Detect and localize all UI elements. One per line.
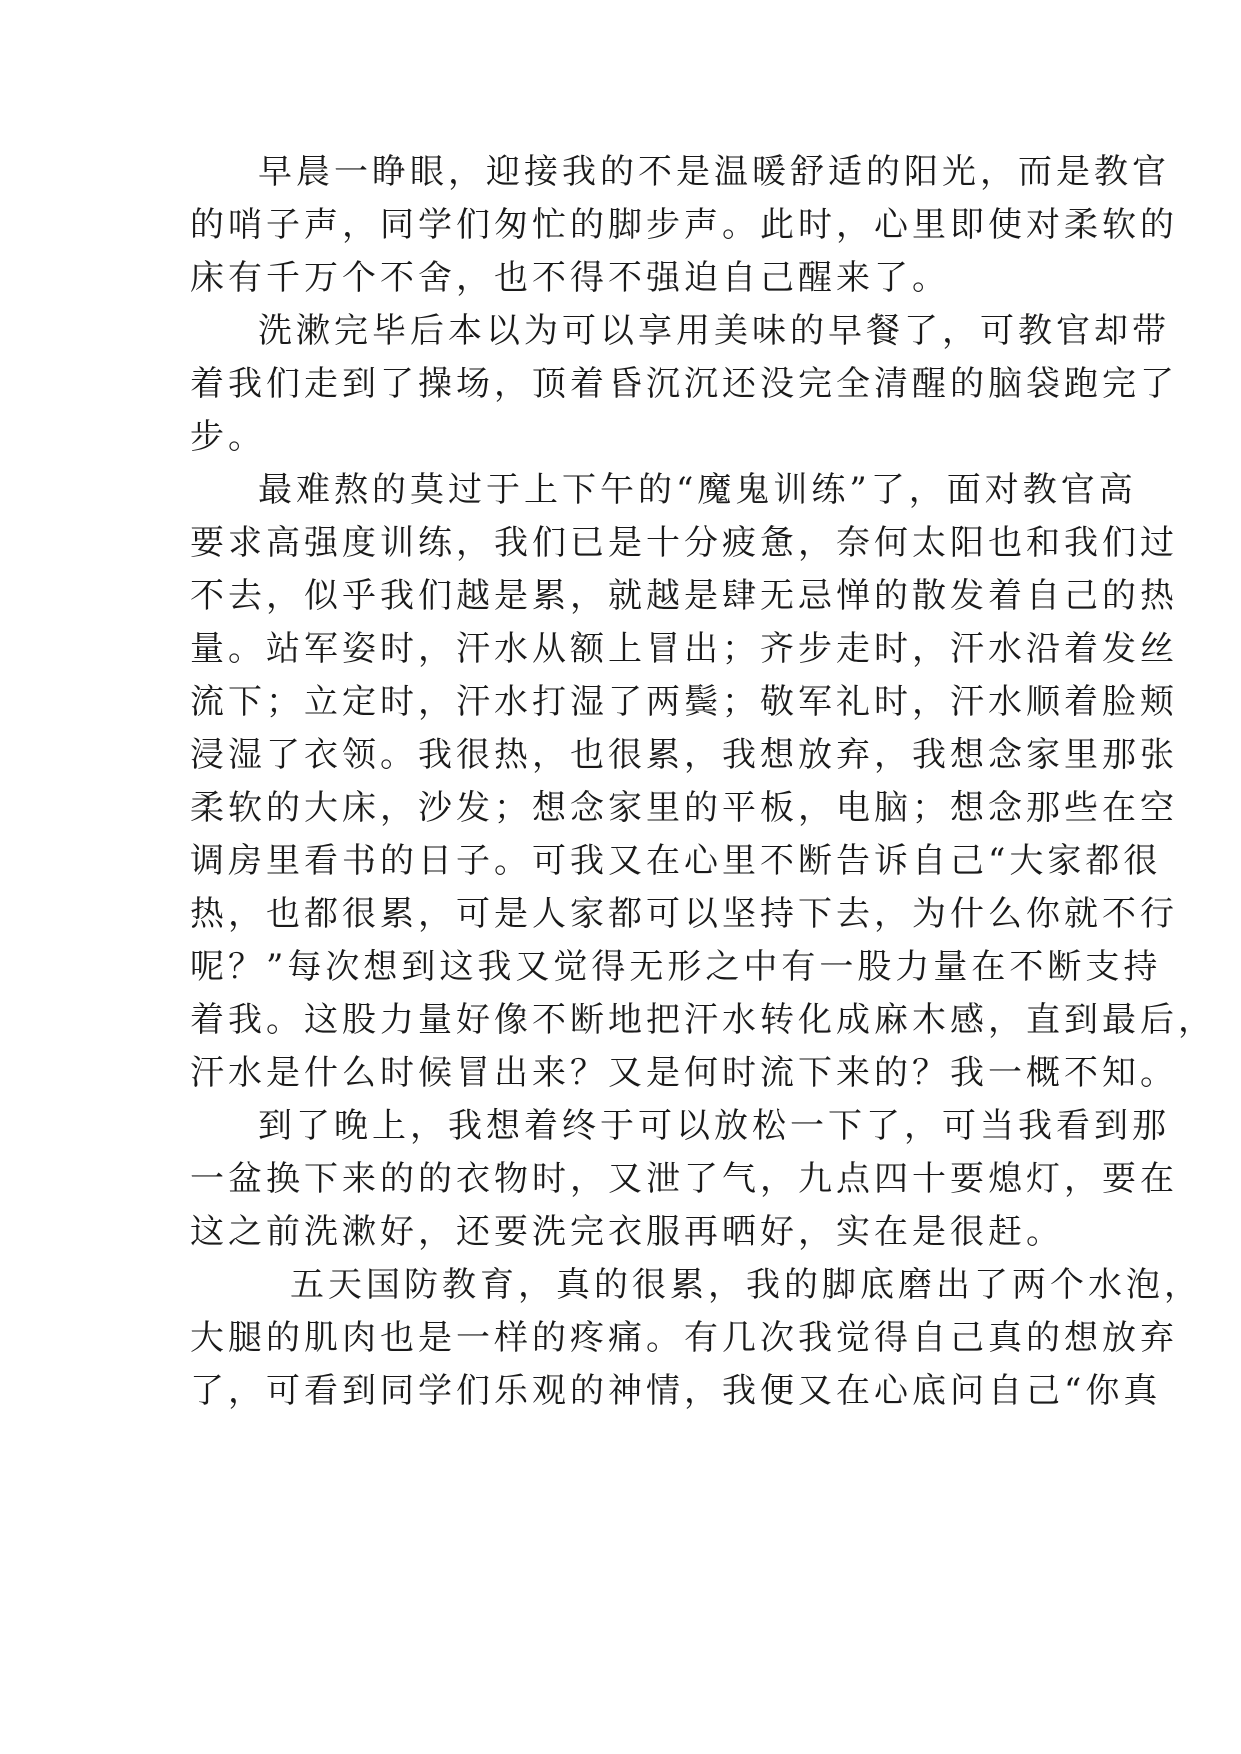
text-line: 呢？”每次想到这我又觉得无形之中有一股力量在不断支持 [190,947,1162,987]
text-line: 着我。这股力量好像不断地把汗水转化成麻木感，直到最后， [190,1000,1216,1040]
text-line: 汗水是什么时候冒出来？又是何时流下来的？我一概不知。 [190,1053,1178,1093]
text-line: 床有千万个不舍，也不得不强迫自己醒来了。 [190,258,950,298]
text-line: 着我们走到了操场，顶着昏沉沉还没完全清醒的脑袋跑完了 [190,364,1178,404]
text-line: 调房里看书的日子。可我又在心里不断告诉自己“大家都很 [190,841,1162,881]
text-line: 不去，似乎我们越是累，就越是肆无忌惮的散发着自己的热 [190,576,1178,616]
text-line: 柔软的大床，沙发；想念家里的平板，电脑；想念那些在空 [190,788,1178,828]
text-line: 了，可看到同学们乐观的神情，我便又在心底问自己“你真 [190,1371,1162,1411]
text-line: 步。 [190,417,266,457]
text-line: 的哨子声，同学们匆忙的脚步声。此时，心里即使对柔软的 [190,205,1178,245]
text-line: 最难熬的莫过于上下午的“魔鬼训练”了，面对教官高 [258,470,1137,510]
text-line: 大腿的肌肉也是一样的疼痛。有几次我觉得自己真的想放弃 [190,1318,1178,1358]
text-line: 热，也都很累，可是人家都可以坚持下去，为什么你就不行 [190,894,1178,934]
text-line: 量。站军姿时，汗水从额上冒出；齐步走时，汗水沿着发丝 [190,629,1178,669]
text-line: 五天国防教育，真的很累，我的脚底磨出了两个水泡， [290,1265,1202,1305]
text-line: 一盆换下来的的衣物时，又泄了气，九点四十要熄灯，要在 [190,1159,1178,1199]
text-line: 流下；立定时，汗水打湿了两鬓；敬军礼时，汗水顺着脸颊 [190,682,1178,722]
text-line: 早晨一睁眼，迎接我的不是温暖舒适的阳光，而是教官 [258,152,1170,192]
text-line: 浸湿了衣领。我很热，也很累，我想放弃，我想念家里那张 [190,735,1178,775]
text-line: 洗漱完毕后本以为可以享用美味的早餐了，可教官却带 [258,311,1170,351]
text-line: 要求高强度训练，我们已是十分疲惫，奈何太阳也和我们过 [190,523,1178,563]
text-line: 到了晚上，我想着终于可以放松一下了，可当我看到那 [258,1106,1170,1146]
text-line: 这之前洗漱好，还要洗完衣服再晒好，实在是很赶。 [190,1212,1064,1252]
